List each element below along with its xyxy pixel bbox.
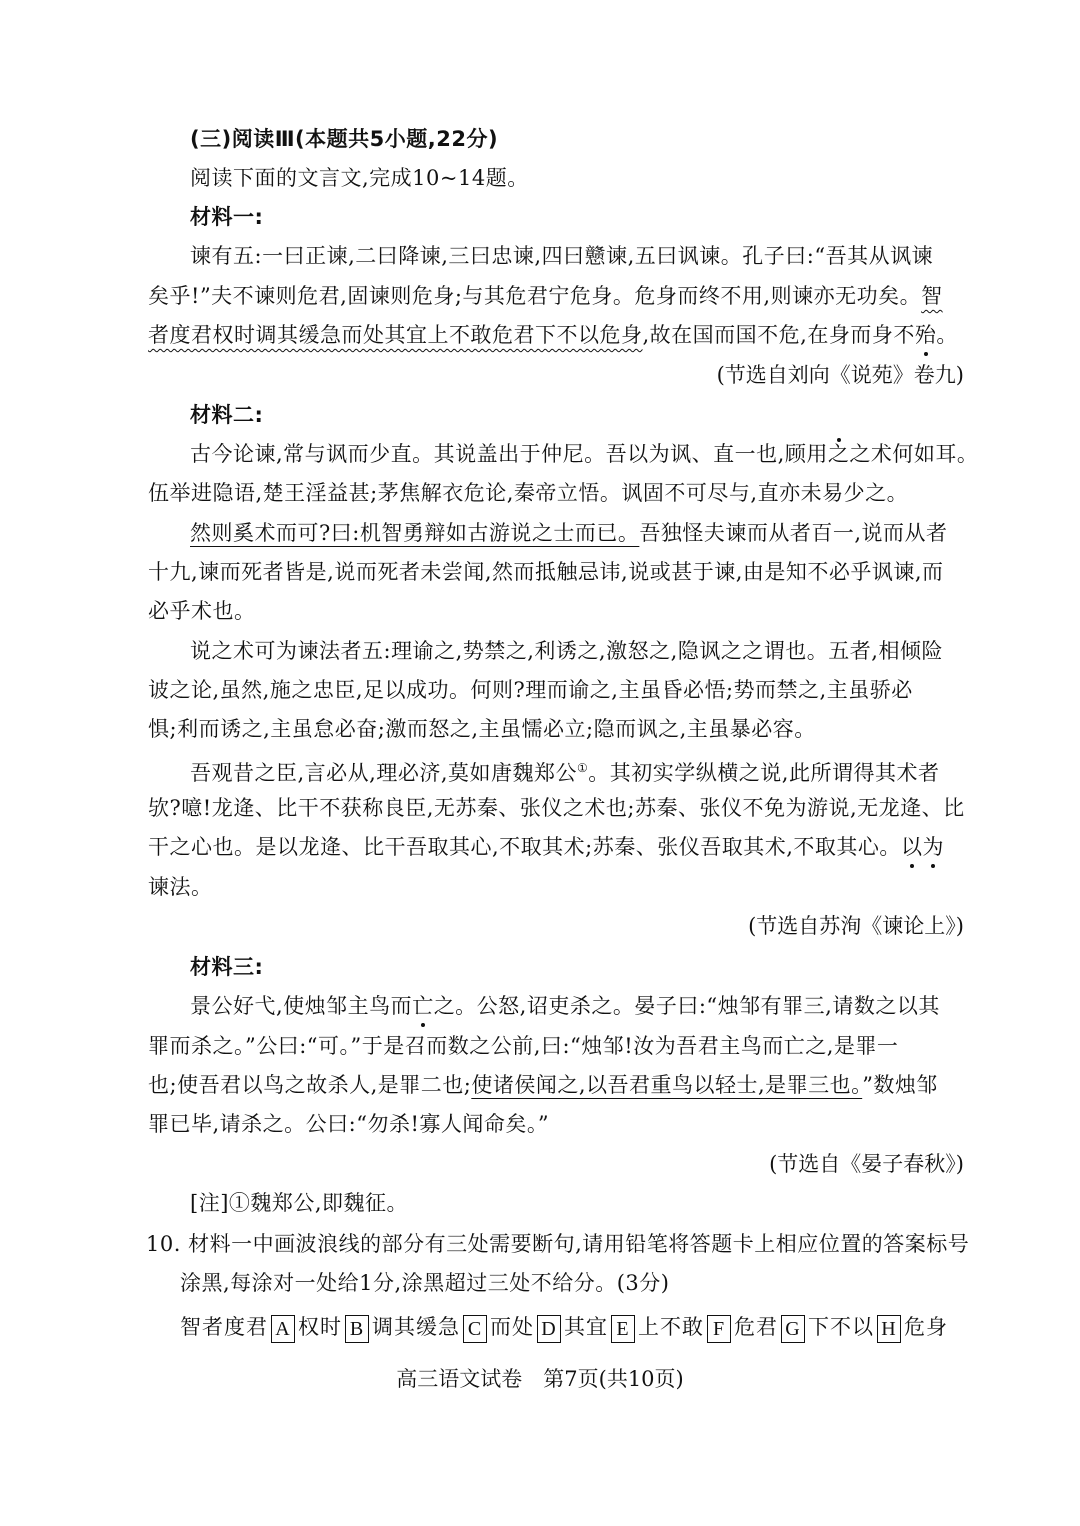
material2-p4-text: 吾观昔之臣,言必从,理必济,莫如唐魏郑公 bbox=[190, 761, 578, 785]
material2-p4-line2: 欤?噫!龙逄、比干不获称良臣,无苏秦、张仪之术也;苏秦、张仪不免为游说,无龙逄、比 bbox=[148, 796, 965, 820]
material1-line3-end: 。 bbox=[936, 323, 958, 347]
segment-8: 危身 bbox=[904, 1315, 948, 1339]
material3-line1-text: 景公好弋,使烛邹主鸟而 bbox=[190, 994, 413, 1018]
material2-underlined-sentence: 然则奚术而可?曰:机智勇辩如古游说之士而已。 bbox=[190, 521, 640, 545]
material1-label: 材料一: bbox=[190, 205, 264, 229]
segment-4: 其宜 bbox=[564, 1315, 608, 1339]
answer-box-g[interactable]: G bbox=[781, 1315, 805, 1343]
answer-box-b[interactable]: B bbox=[345, 1315, 369, 1343]
answer-box-h[interactable]: H bbox=[877, 1315, 901, 1343]
material2-p4-line4: 谏法。 bbox=[148, 875, 213, 899]
material1-dotted-char: 殆 bbox=[914, 323, 937, 347]
material2-p1-text: 古今论谏,常与讽而少直。其说盖出于仲尼。吾以为讽、直一也,顾用 bbox=[190, 442, 828, 466]
segment-3: 而处 bbox=[490, 1315, 534, 1339]
question10-line1: 10. 材料一中画波浪线的部分有三处需要断句,请用铅笔将答题卡上相应位置的答案标号 bbox=[146, 1232, 970, 1256]
answer-box-a[interactable]: A bbox=[271, 1315, 295, 1343]
material3-line3-text: 也;使吾君以鸟之故杀人,是罪二也; bbox=[148, 1073, 472, 1097]
material2-p4-text-cont: 。其初实学纵横之说,此所谓得其术者 bbox=[588, 761, 940, 785]
material1-line1: 谏有五:一曰正谏,二曰降谏,三曰忠谏,四曰戆谏,五曰讽谏。孔子曰:“吾其从讽谏 bbox=[190, 244, 934, 268]
material1-source: (节选自刘向《说苑》卷九) bbox=[716, 363, 964, 387]
material2-p3-line1: 说之术可为谏法者五:理谕之,势禁之,利诱之,激怒之,隐讽之之谓也。五者,相倾险 bbox=[190, 639, 943, 663]
material2-dotted-yi: 以 bbox=[900, 835, 923, 859]
material2-dotted-char: 之 bbox=[827, 442, 850, 466]
material3-line2: 罪而杀之。”公曰:“可。”于是召而数之公前,曰:“烛邹!汝为吾君主鸟而亡之,是罪一 bbox=[148, 1034, 899, 1058]
page-footer-text: 高三语文试卷 第7页(共10页) bbox=[396, 1367, 684, 1391]
material3-label: 材料三: bbox=[190, 955, 264, 979]
answer-box-c[interactable]: C bbox=[463, 1315, 487, 1343]
material3-line4: 罪已毕,请杀之。公曰:“勿杀!寡人闻命矣。” bbox=[148, 1112, 550, 1136]
material1-line2-text: 矣乎!”夫不谏则危君,固谏则危身;与其危君宁危身。危身而终不用,则谏亦无功矣。 bbox=[148, 284, 922, 308]
material2-p1-line1 bbox=[190, 439, 979, 469]
answer-box-f[interactable]: F bbox=[707, 1315, 731, 1343]
segment-7: 下不以 bbox=[808, 1315, 874, 1339]
material2-p1-line2: 伍举进隐语,楚王淫益甚;茅焦解衣危论,秦帝立悟。讽固不可尽与,直亦未易少之。 bbox=[148, 481, 909, 505]
material2-p3-line2: 诐之论,虽然,施之忠臣,足以成功。何则?理而谕之,主虽昏必悟;势而禁之,主虽骄必 bbox=[148, 678, 913, 702]
material3-line1-end: 之。公怒,诏吏杀之。晏子曰:“烛邹有罪三,请数之以其 bbox=[433, 994, 940, 1018]
material1-line2 bbox=[148, 281, 968, 311]
material3-source: (节选自《晏子春秋》) bbox=[769, 1152, 964, 1176]
material2-p2-text: 吾独怪夫谏而从者百一,说而从者 bbox=[639, 521, 948, 545]
material2-p2-line2: 十九,谏而死者皆是,说而死者未尝闻,然而抵触忌讳,说或甚于谏,由是知不必乎讽谏,而 bbox=[148, 560, 944, 584]
material2-p2-line3: 必乎术也。 bbox=[148, 599, 256, 623]
material3-line3-end: ”数烛邹 bbox=[862, 1073, 938, 1097]
annotation-note: [注]①魏郑公,即魏征。 bbox=[190, 1191, 409, 1215]
question10-sentence bbox=[180, 1312, 1000, 1343]
instruction: 阅读下面的文言文,完成10~14题。 bbox=[190, 166, 529, 190]
material2-p4-line1 bbox=[190, 753, 968, 788]
material3-line1 bbox=[190, 991, 968, 1021]
material3-line3 bbox=[148, 1070, 968, 1100]
material2-p4-line3 bbox=[148, 832, 968, 862]
material1-wavy-start: 智 bbox=[921, 284, 943, 308]
footnote-marker: ① bbox=[577, 761, 589, 775]
answer-box-e[interactable]: E bbox=[611, 1315, 635, 1343]
material1-line3 bbox=[148, 320, 968, 350]
segment-1: 权时 bbox=[298, 1315, 342, 1339]
material2-p4-line3-text: 干之心也。是以龙逄、比干吾取其心,不取其术;苏秦、张仪吾取其术,不取其心。 bbox=[148, 835, 901, 859]
material2-p1-end: 之术何如耳。 bbox=[849, 442, 979, 466]
material1-line3-text: ,故在国而国不危,在身而身不 bbox=[642, 323, 915, 347]
material2-dotted-wei: 为 bbox=[922, 835, 944, 859]
answer-box-d[interactable]: D bbox=[537, 1315, 561, 1343]
segment-2: 调其缓急 bbox=[372, 1315, 460, 1339]
section-title: (三)阅读Ⅲ(本题共5小题,22分) bbox=[190, 127, 499, 151]
segment-0: 智者度君 bbox=[180, 1315, 268, 1339]
material3-underlined-sentence: 使诸侯闻之,以吾君重鸟以轻士,是罪三也。 bbox=[471, 1073, 863, 1097]
page-footer bbox=[0, 1364, 1080, 1394]
material2-label: 材料二: bbox=[190, 403, 264, 427]
question10-line2: 涂黑,每涂对一处给1分,涂黑超过三处不给分。(3分) bbox=[180, 1271, 670, 1295]
segment-5: 上不敢 bbox=[638, 1315, 704, 1339]
segment-6: 危君 bbox=[734, 1315, 778, 1339]
material3-dotted-char: 亡 bbox=[412, 994, 434, 1018]
material1-wavy-passage: 者度君权时调其缓急而处其宜上不敢危君下不以危身 bbox=[148, 323, 643, 347]
material2-p2-line1 bbox=[190, 518, 968, 548]
material2-p3-line3: 惧;利而诱之,主虽怠必奋;激而怒之,主虽懦必立;隐而讽之,主虽暴必容。 bbox=[148, 717, 816, 741]
material2-source: (节选自苏洵《谏论上》) bbox=[748, 914, 964, 938]
